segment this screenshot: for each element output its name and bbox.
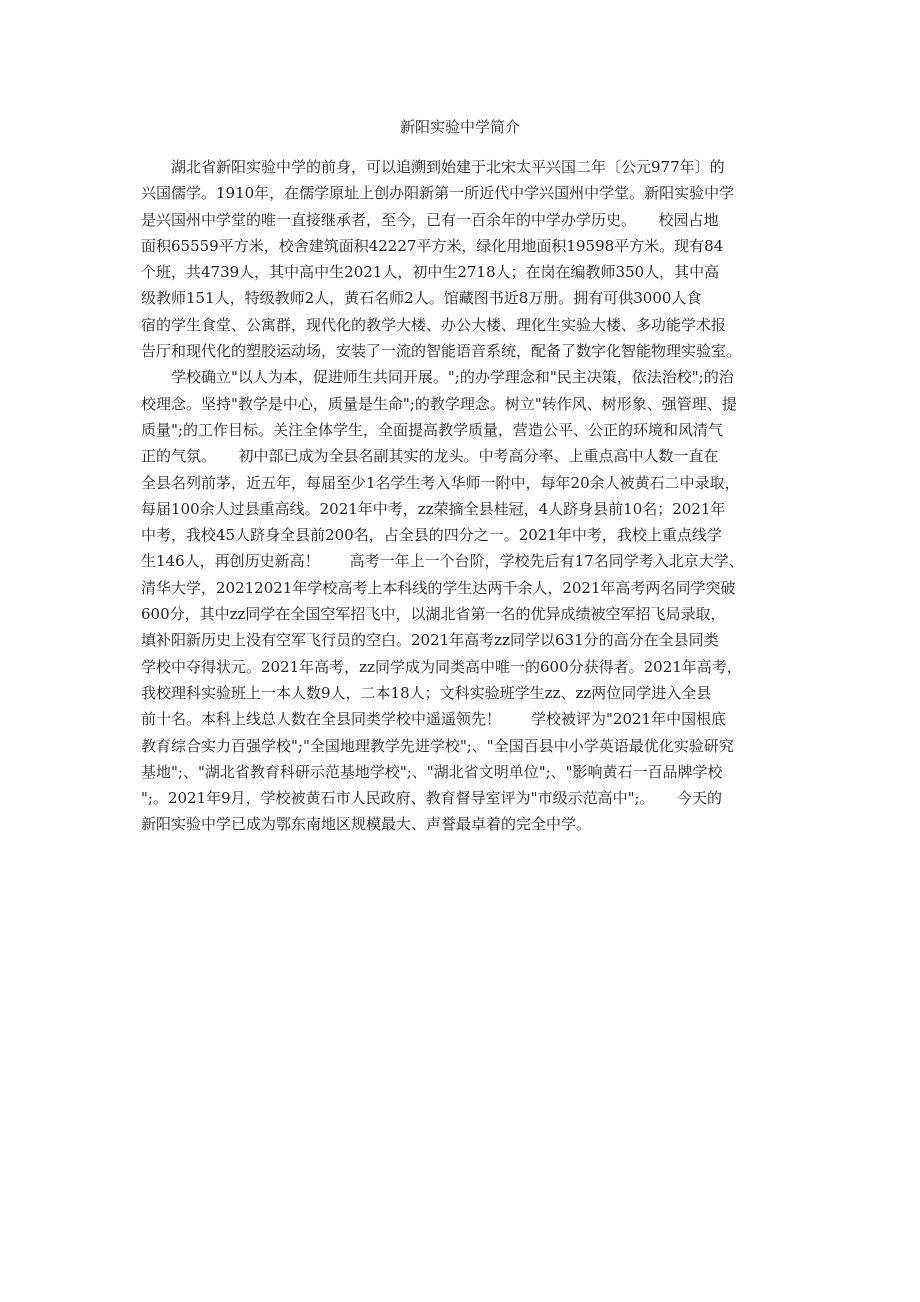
body-line: 告厅和现代化的塑胶运动场，安装了一流的智能语音系统，配备了数字化智能物理实验室。 (141, 342, 742, 361)
body-line: 教育综合实力百强学校";"全国地理教学先进学校";、"全国百县中小学英语最优化实验研究 (141, 736, 734, 755)
body-line: ";。2021年9月，学校被黄石市人民政府、教育督导室评为"市级示范高中";。 今天的 (141, 789, 723, 808)
body-line: 正的气氛。 初中部已成为全县名副其实的龙头。中考高分率、上重点高中人数一直在 (141, 447, 719, 466)
body-line: 是兴国州中学堂的唯一直接继承者，至今，已有一百余年的中学办学历史。 校园占地 (141, 210, 719, 229)
body-line: 学校确立"以人为本，促进师生共同开展。";的办学理念和"民主决策，依法治校";的治 (141, 368, 734, 387)
body-line: 校理念。坚持"教学是中心，质量是生命";的教学理念。树立"转作风、树形象、强管理、提 (141, 394, 737, 413)
body-line: 学校中夺得状元。2021年高考，zz同学成为同类高中唯一的600分获得者。2021年高考， (141, 657, 742, 676)
body-line: 基地";、"湖北省教育科研示范基地学校";、"湖北省文明单位";、"影响黄石一百品牌学校 (141, 762, 723, 781)
body-line: 前十名。本科上线总人数在全县同类学校中遥遥领先！ 学校被评为"2021年中国根底 (141, 710, 727, 729)
body-line: 600分，其中zz同学在全国空军招飞中，以湖北省第一名的优异成绩被空军招飞局录取， (141, 605, 726, 624)
body-line: 级教师151人，特级教师2人，黄石名师2人。馆藏图书近8万册。拥有可供3000人食 (141, 289, 702, 308)
body-line: 生146人，再创历史新高！ 高考一年上一个台阶，学校先后有17名同学考入北京大学、 (141, 552, 744, 571)
body-line: 兴国儒学。1910年，在儒学原址上创办阳新第一所近代中学兴国州中学堂。新阳实验中学 (141, 184, 735, 203)
body-line: 个班，共4739人，其中高中生2021人，初中生2718人；在岗在编教师350人，其中高 (141, 263, 720, 282)
body-line: 新阳实验中学已成为鄂东南地区规模最大、声誉最卓着的完全中学。 (141, 815, 592, 834)
body-line: 我校理科实验班上一本人数9人，二本18人；文科实验班学生zz、zz两位同学进入全县 (141, 683, 712, 702)
body-line: 中考，我校45人跻身全县前200名，占全县的四分之一。2021年中考，我校上重点线学 (141, 526, 722, 545)
body-line: 全县名列前茅，近五年，每届至少1名学生考入华师一附中，每年20余人被黄石二中录取， (141, 473, 740, 492)
body-line: 清华大学，20212021年学校高考上本科线的学生达两千余人，2021年高考两名同学突破 (141, 578, 736, 597)
body-line: 每届100余人过县重高线。2021年中考，zz荣摘全县桂冠，4人跻身县前10名；2021年 (141, 499, 726, 518)
document-title: 新阳实验中学简介 (399, 118, 520, 136)
body-line: 填补阳新历史上没有空军飞行员的空白。2021年高考zz同学以631分的高分在全县同类 (141, 631, 719, 650)
body-line: 宿的学生食堂、公寓群，现代化的教学大楼、办公大楼、理化生实验大楼、多功能学术报 (141, 315, 727, 334)
body-line: 质量";的工作目标。关注全体学生，全面提高教学质量，营造公平、公正的环境和风清气 (141, 420, 723, 439)
document-body (141, 154, 791, 838)
body-line: 湖北省新阳实验中学的前身，可以追溯到始建于北宋太平兴国二年〔公元977年〕的 (141, 158, 725, 176)
body-line: 面积65559平方米，校舍建筑面积42227平方米，绿化用地面积19598平方米。现有84 (141, 236, 724, 255)
